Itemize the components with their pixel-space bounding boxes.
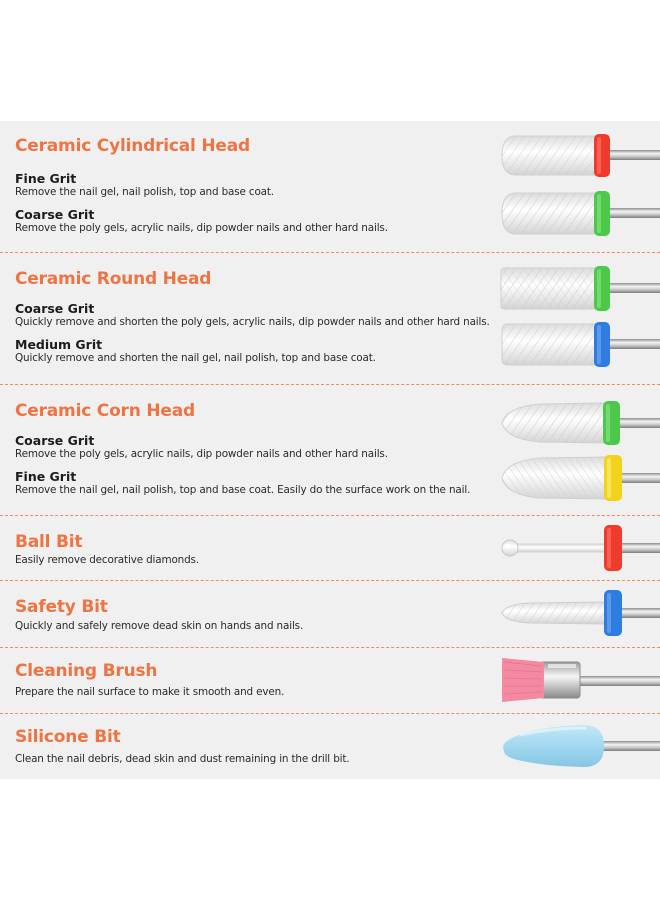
item-name: Fine Grit [15, 171, 77, 186]
ball-bit-icon [500, 525, 660, 571]
section-ceramic-cylindrical-head [0, 121, 660, 252]
ceramic-round-medium-bit-icon [500, 322, 660, 368]
item-description: Quickly remove and shorten the poly gels, acrylic nails, dip powder nails and other hard nails. [15, 316, 490, 328]
ceramic-corn-fine-bit-icon [500, 455, 660, 501]
section-title: Ceramic Corn Head [15, 401, 195, 421]
item-description: Remove the nail gel, nail polish, top and base coat. [15, 186, 274, 198]
silicone-bit-icon [500, 723, 660, 769]
item-name: Coarse Grit [15, 433, 95, 448]
section-title: Ceramic Round Head [15, 269, 212, 289]
section-title: Cleaning Brush [15, 661, 158, 681]
item-description: Quickly and safely remove dead skin on hands and nails. [15, 620, 304, 632]
item-description: Remove the poly gels, acrylic nails, dip powder nails and other hard nails. [15, 448, 388, 460]
section-ball-bit [0, 515, 660, 580]
safety-bit-icon [500, 590, 660, 636]
section-cleaning-brush [0, 647, 660, 713]
section-title: Safety Bit [15, 597, 108, 617]
item-name: Coarse Grit [15, 301, 95, 316]
ceramic-corn-coarse-bit-icon [500, 401, 660, 445]
section-title: Ceramic Cylindrical Head [15, 136, 250, 156]
section-ceramic-round-head [0, 252, 660, 384]
item-name: Medium Grit [15, 337, 103, 352]
item-description: Prepare the nail surface to make it smooth and even. [15, 686, 285, 698]
ceramic-round-coarse-bit-icon [500, 266, 660, 312]
item-description: Clean the nail debris, dead skin and dust remaining in the drill bit. [15, 753, 350, 765]
section-safety-bit [0, 580, 660, 647]
section-title: Ball Bit [15, 532, 83, 552]
section-title: Silicone Bit [15, 727, 121, 747]
item-description: Remove the poly gels, acrylic nails, dip powder nails and other hard nails. [15, 222, 388, 234]
section-ceramic-corn-head [0, 384, 660, 515]
cleaning-brush-icon [500, 654, 660, 706]
product-panel [0, 121, 660, 779]
ceramic-cylindrical-fine-bit-icon [500, 134, 660, 178]
item-name: Fine Grit [15, 469, 77, 484]
item-description: Quickly remove and shorten the nail gel, nail polish, top and base coat. [15, 352, 376, 364]
item-description: Easily remove decorative diamonds. [15, 554, 199, 566]
item-description: Remove the nail gel, nail polish, top and base coat. Easily do the surface work on the nail. [15, 484, 471, 496]
ceramic-cylindrical-coarse-bit-icon [500, 191, 660, 237]
item-name: Coarse Grit [15, 207, 95, 222]
section-silicone-bit [0, 713, 660, 779]
